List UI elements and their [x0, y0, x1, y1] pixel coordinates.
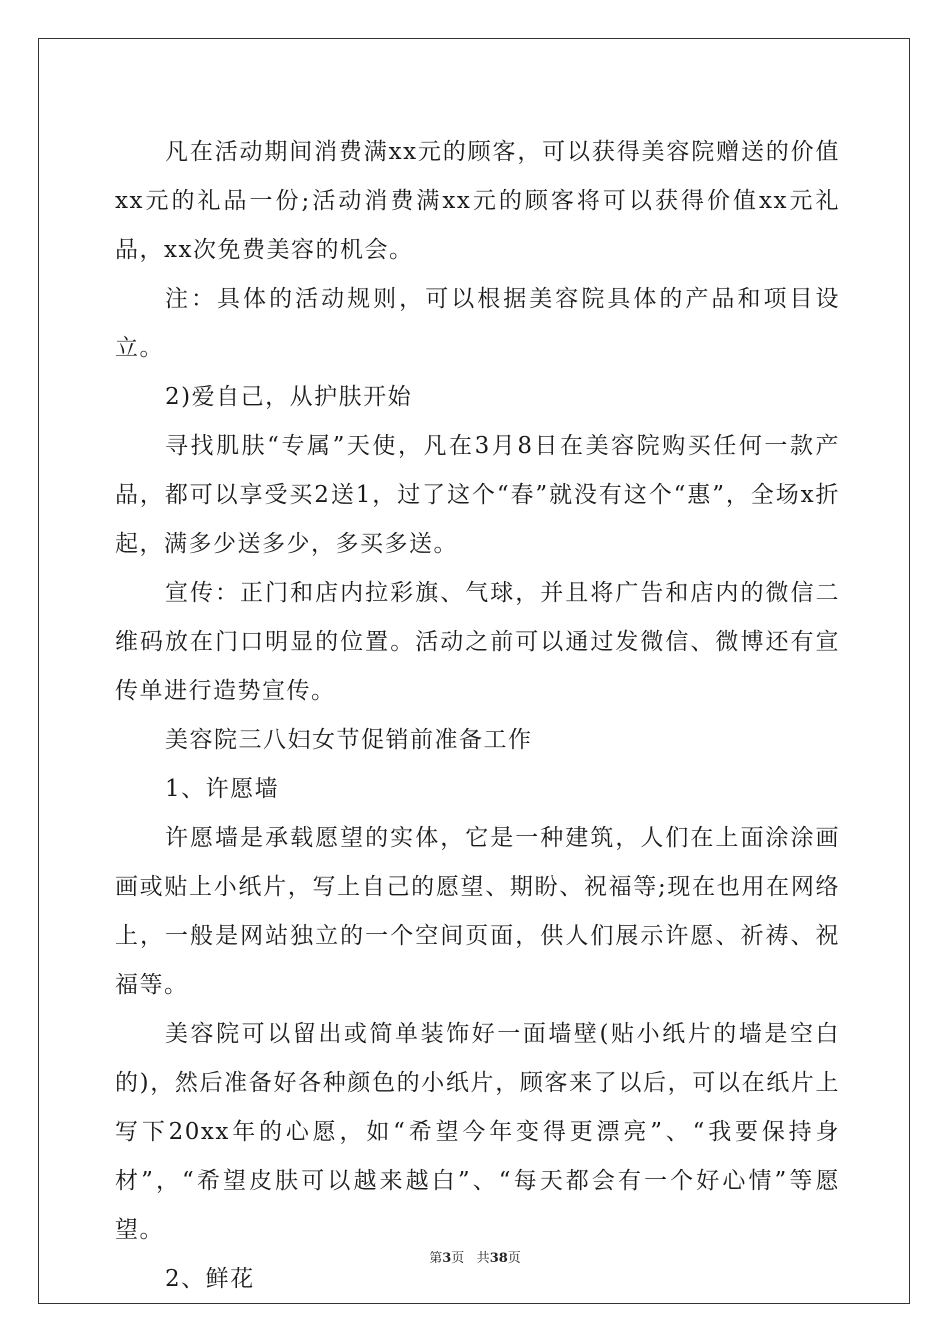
heading-wish-wall: 1、许愿墙	[165, 776, 280, 802]
footer-prefix: 第	[429, 1251, 443, 1266]
paragraph-wish-wall-definition: 许愿墙是承载愿望的实体，它是一种建筑，人们在上面涂涂画画或贴上小纸片，写上自己的愿望、期盼、祝福等;现在也用在网络上，一般是网站独立的一个空间页面，供人们展示许愿、祈祷、祝福等。	[115, 825, 840, 998]
paragraph-wish-wall-setup: 美容院可以留出或简单装饰好一面墙壁(贴小纸片的墙是空白的)，然后准备好各种颜色的小纸片，顾客来了以后，可以在纸片上写下20xx年的心愿，如“希望今年变得更漂亮”、“我要保持身材”，“希望皮肤可以越来越白”、“每天都会有一个好心情”等愿望。	[115, 1021, 840, 1243]
heading-flowers: 2、鲜花	[165, 1266, 255, 1292]
footer-total-label: 页	[507, 1251, 521, 1266]
current-page-number: 3	[442, 1251, 452, 1266]
paragraph-gift-offer: 凡在活动期间消费满xx元的顾客，可以获得美容院赠送的价值xx元的礼品一份;活动消费满xx元的顾客将可以获得价值xx元礼品，xx次免费美容的机会。	[115, 139, 840, 263]
paragraph-publicity: 宣传：正门和店内拉彩旗、气球，并且将广告和店内的微信二维码放在门口明显的位置。活动之前可以通过发微信、微博还有宣传单进行造势宣传。	[115, 580, 840, 704]
document-body	[115, 128, 840, 1304]
paragraph-skin-promo: 寻找肌肤“专属”天使，凡在3月8日在美容院购买任何一款产品，都可以享受买2送1，过了这个“春”就没有这个“惠”，全场x折起，满多少送多少，多买多送。	[115, 433, 840, 557]
heading-preparation: 美容院三八妇女节促销前准备工作	[165, 727, 533, 753]
total-page-count: 38	[489, 1251, 508, 1266]
footer-total-prefix: 共	[476, 1251, 490, 1266]
paragraph-note: 注：具体的活动规则，可以根据美容院具体的产品和项目设立。	[115, 286, 840, 361]
heading-love-yourself: 2)爱自己，从护肤开始	[165, 384, 413, 410]
footer-page-label: 页	[451, 1251, 465, 1266]
page-footer	[0, 1247, 950, 1266]
